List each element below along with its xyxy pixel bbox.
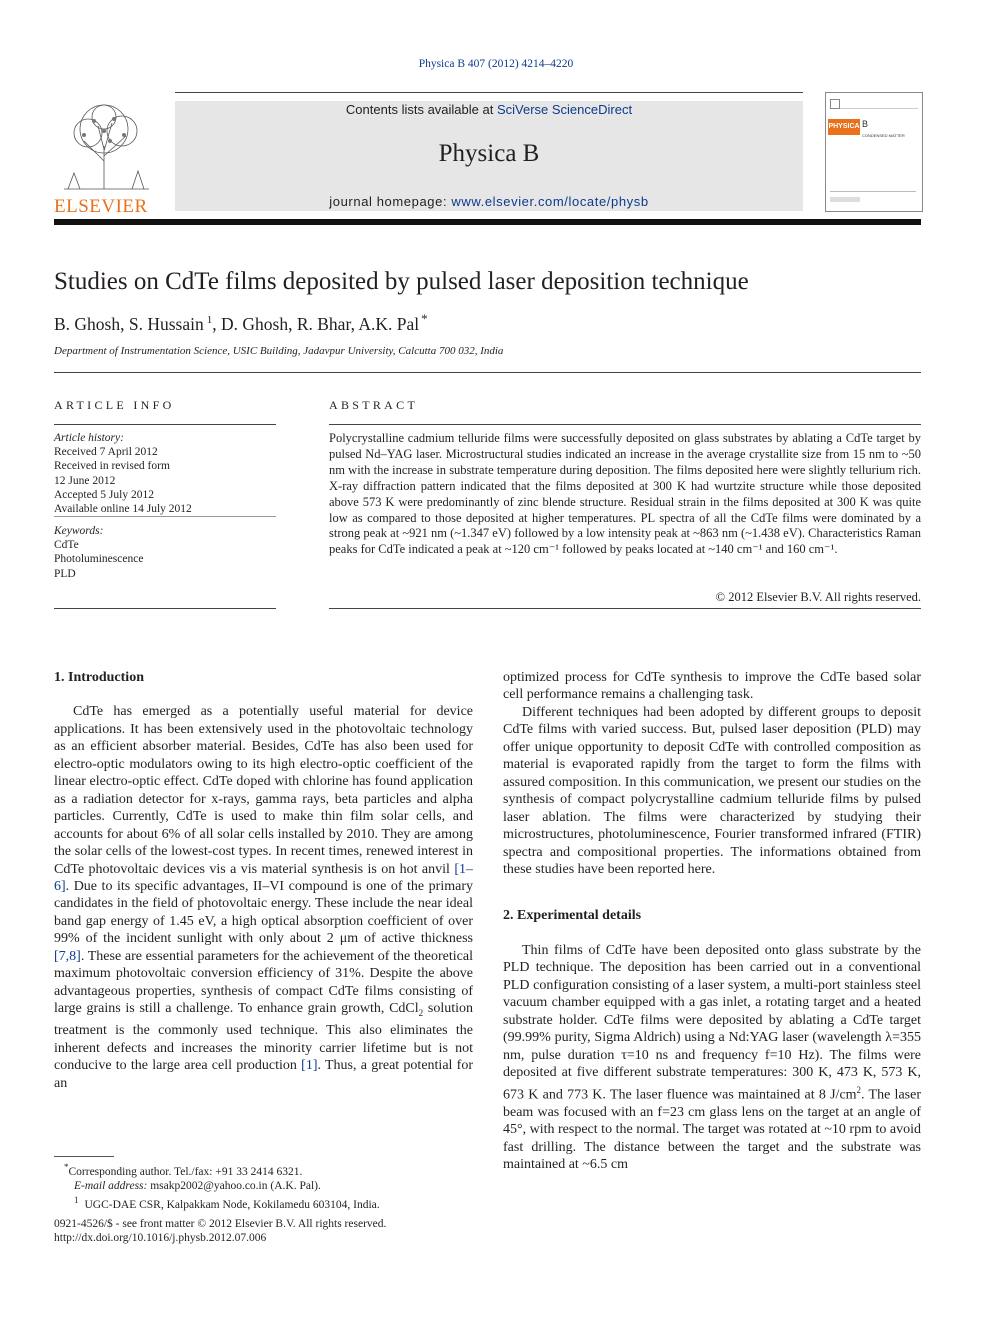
corresponding-author-mark[interactable]: *	[421, 311, 428, 326]
experimental-paragraph-1	[503, 942, 921, 1174]
right-column	[503, 669, 921, 1173]
keywords-rule	[54, 516, 276, 517]
journal-cover	[825, 92, 923, 212]
homepage-prefix: journal homepage:	[329, 194, 452, 209]
contents-line	[175, 102, 803, 117]
journal-citation[interactable]: Physica B 407 (2012) 4214–4220	[418, 58, 574, 70]
cover-subtitle: CONDENSED MATTER	[862, 133, 905, 138]
cover-logo-icon	[830, 99, 840, 109]
intro-text-c: . These are essential parameters for the achievement of the theoretical maximum photovoltaic conversion efficiency of 31%. Despite the above advantageous properties, synthesis of compact CdTe films consisting of large grains is still a challenge. To enhance grain growth, CdCl	[54, 948, 473, 1017]
footnotes	[54, 1160, 473, 1212]
history-received: Received 7 April 2012	[54, 446, 158, 459]
left-column	[54, 669, 473, 1092]
intro-paragraph-2: Different techniques had been adopted by different groups to deposit CdTe films with varied success. But, pulsed laser deposition (PLD) may offer unique opportunity to deposit CdTe with controlled composition as material is evaporated rapidly from the target to form the films with assured composition. In this communication, we present our studies on the synthesis of compact polycrystalline cadmium telluride films by pulsed laser ablation. The films were characterized by studying their microstructures, photoluminescence, Fourier transformed infrared (FTIR) spectra and compositional properties. The informations obtained from these studies have been reported here.	[503, 704, 921, 877]
abstract-copyright: © 2012 Elsevier B.V. All rights reserved.	[715, 590, 921, 604]
keywords-block	[54, 524, 276, 581]
keyword-item: PLD	[54, 567, 76, 580]
sciencedirect-link[interactable]: SciVerse ScienceDirect	[496, 102, 633, 117]
intro-text-e: . Thus, a great potential for an	[54, 1058, 473, 1091]
intro-text-b: . Due to its specific advantages, II–VI compound is one of the primary candidates in the field of photovoltaic energy. These include the near ideal band gap energy of 1.45 eV, a high optical absorption coefficient of over 99% of the incident sunlight with only about 2 μm of active thickness	[54, 878, 473, 947]
journal-name: Physica B	[438, 140, 540, 167]
section-heading-introduction: 1. Introduction	[54, 670, 144, 685]
section-heading-experimental: 2. Experimental details	[503, 908, 642, 924]
history-revised-date: 12 June 2012	[54, 474, 116, 487]
intro-paragraph-1-continued: optimized process for CdTe synthesis to improve the CdTe based solar cell performance remains a challenging task.	[503, 670, 921, 703]
abstract-rule	[329, 424, 921, 425]
article-history	[54, 431, 276, 516]
article-info-rule	[54, 424, 276, 425]
homepage-link[interactable]: www.elsevier.com/locate/physb	[451, 194, 649, 209]
cover-top-strip	[830, 96, 918, 109]
corresponding-author-footnote	[54, 1160, 473, 1179]
cover-rule	[830, 191, 916, 192]
keyword-item: Photoluminescence	[54, 553, 144, 566]
history-revised: Received in revised form	[54, 460, 170, 473]
footnote-rule	[54, 1156, 114, 1157]
reference-link[interactable]: [7,8]	[54, 948, 81, 964]
elsevier-wordmark: ELSEVIER	[54, 196, 148, 217]
article-title: Studies on CdTe films deposited by pulsed laser deposition technique	[54, 268, 749, 295]
doi-link[interactable]: http://dx.doi.org/10.1016/j.physb.2012.07.006	[54, 1232, 267, 1244]
cover-title: PHYSICA	[828, 119, 860, 135]
history-online: Available online 14 July 2012	[54, 503, 192, 516]
contents-prefix: Contents lists available at	[345, 102, 497, 117]
journal-homepage	[175, 194, 803, 209]
article-info-bottom-rule	[54, 608, 276, 609]
history-label: Article history:	[54, 432, 124, 444]
intro-text-a: CdTe has emerged as a potentially useful material for device applications. It has been extensively used in the photovoltaic technology as an efficient absorber material. Besides, CdTe has also been used for electro-optic modulators owing to its high electro-optic coefficient of the linear electro-optic effect. CdTe doped with chlorine has found application as a radiation detector for x-rays, gamma rays, beta particles and alpha particles. Currently, CdTe is used to make thin film solar cells, and accounts for about 6% of all solar cells installed by 2010. They are among the solar cells of the lowest-cost types. In recent times, renewed interest in CdTe photovoltaic devices vis a vis material synthesis is on hot anvil	[54, 704, 473, 877]
abstract-bottom-rule	[329, 608, 921, 609]
email-address[interactable]: msakp2002@yahoo.co.in (A.K. Pal).	[147, 1179, 321, 1192]
footnote-corr-text: Corresponding author. Tel./fax: +91 33 2414 6321.	[68, 1165, 303, 1178]
author-footnote-mark[interactable]: 1	[206, 314, 213, 326]
reference-link[interactable]: [1]	[301, 1058, 318, 1074]
subscript: 2	[418, 1007, 424, 1018]
publication-info	[54, 1217, 554, 1245]
abstract-heading: ABSTRACT	[329, 398, 419, 412]
intro-text-d: solution treatment is the commonly used technique. This also eliminates the inherent defects and increases the minority carrier lifetime but is not conducive to the large area cell production	[54, 1001, 473, 1074]
intro-paragraph-1	[54, 703, 473, 1092]
author-list	[54, 311, 428, 335]
experimental-text-a: Thin films of CdTe have been deposited onto glass substrate by the PLD technique. The deposition has been carried out in a conventional PLD configuration consisting of a laser system, a multi-port stainless steel vacuum chamber equipped with a gas inlet, a rotating target and a heated substrate holder. CdTe films were deposited by ablating a CdTe target (99.99% purity, Sigma Aldrich) using a Nd:YAG laser (wavelength λ=355 nm, pulse duration τ=10 ns and frequency f=10 Hz). The films were deposited at five different substrate temperatures: 300 K, 473 K, 573 K, 673 K and 773 K. The laser fluence was maintained at 8 J/cm	[503, 942, 921, 1103]
superscript: 2	[856, 1084, 862, 1095]
experimental-text-b: . The laser beam was focused with an f=23 cm glass lens on the target at an angle of 45°, with respect to the normal. The target was rotated at ~10 rpm to avoid fast drilling. The distance between the target and the substrate was maintained at ~6.5 cm	[503, 1087, 921, 1172]
history-accepted: Accepted 5 July 2012	[54, 488, 154, 501]
affiliation-footnote	[54, 1193, 473, 1212]
elsevier-tree-icon	[54, 101, 158, 193]
keyword-item: CdTe	[54, 539, 79, 552]
header-thick-rule	[54, 219, 921, 225]
issn-line: 0921-4526/$ - see front matter © 2012 Elsevier B.V. All rights reserved.	[54, 1218, 387, 1230]
affiliation-rule	[54, 372, 921, 373]
authors-part2: , D. Ghosh, R. Bhar, A.K. Pal	[212, 313, 420, 334]
reference-link[interactable]: [1–6]	[54, 861, 473, 894]
authors-part1: B. Ghosh, S. Hussain	[54, 313, 204, 334]
affiliation: Department of Instrumentation Science, USIC Building, Jadavpur University, Calcutta 700 032, India	[54, 345, 504, 357]
header-top-rule	[175, 92, 803, 93]
email-footnote	[54, 1179, 473, 1193]
cover-letter: B	[862, 119, 869, 129]
footnote-1-text: UGC-DAE CSR, Kalpakkam Node, Kokilamedu 603104, India.	[84, 1198, 380, 1211]
keywords-label: Keywords:	[54, 525, 104, 537]
footnote-star: *	[64, 1162, 69, 1172]
abstract-text: Polycrystalline cadmium telluride films were successfully deposited on glass substrates by ablating a CdTe target by pulsed Nd–YAG laser. Microstructural studies indicated an increase in the average crystallite size from 15 nm to ~50 nm with the increase in substrate temperature during deposition. The films deposited here were slightly tellurium rich. X-ray diffraction pattern indicated that the films deposited at 300 K had wurtzite structure while those deposited above 573 K were predominantly of zinc blende structure. Residual strain in the films deposited at 300 K was quite low as compared to those deposited at higher temperatures. PL spectra of all the CdTe films were dominated by a strong peak at ~921 nm (~1.347 eV) followed by a low intensity peak at ~863 nm (~1.438 eV). Characteristics Raman peaks for CdTe indicated a peak at ~120 cm⁻¹ followed by peaks located at ~140 cm⁻¹ and 160 cm⁻¹.	[329, 431, 921, 557]
elsevier-logo	[54, 101, 158, 217]
footnote-number: 1	[74, 1194, 79, 1205]
email-label: E-mail address:	[74, 1179, 148, 1192]
article-info-heading: ARTICLE INFO	[54, 398, 175, 412]
cover-publisher-mark	[830, 197, 860, 202]
